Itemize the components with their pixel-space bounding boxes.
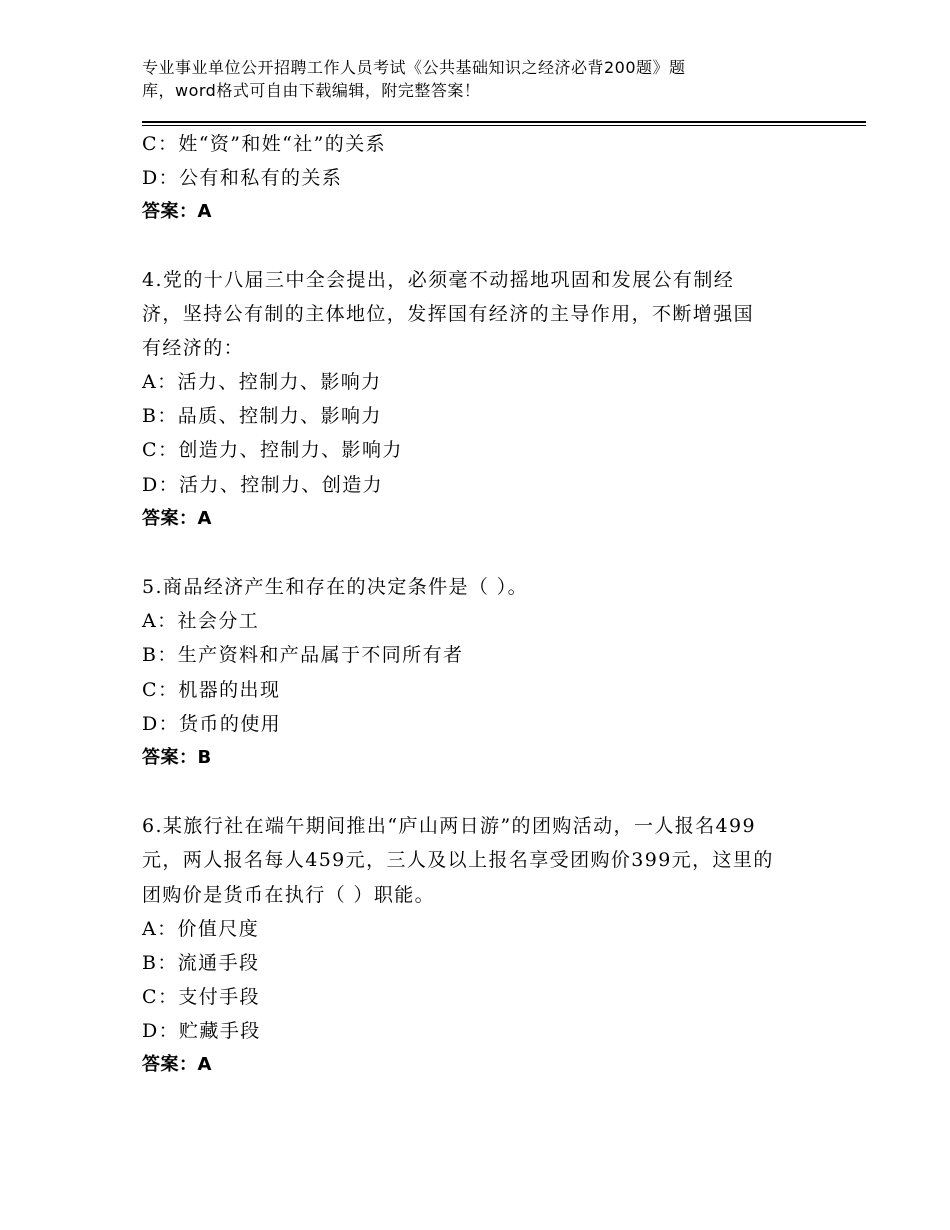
option-line: B：生产资料和产品属于不同所有者 [142,644,464,666]
option-line: C：姓“资”和姓“社”的关系 [142,133,386,155]
header-rule-thin [142,125,866,126]
option-line: D：贮藏手段 [142,1020,261,1042]
option-line: B：流通手段 [142,952,260,974]
question-line: 有经济的： [142,337,245,359]
question-line: 元，两人报名每人459元，三人及以上报名享受团购价399元，这里的 [142,849,774,871]
header-line-1: 专业事业单位公开招聘工作人员考试《公共基础知识之经济必背200题》题 [142,58,686,77]
answer-line: 答案：A [142,201,212,222]
option-line: D：货币的使用 [142,713,282,735]
option-line: B：品质、控制力、影响力 [142,405,382,427]
answer-line: 答案：B [142,747,212,768]
header-rule-thick [142,121,866,123]
question-line: 团购价是货币在执行（ ）职能。 [142,884,436,906]
question-line: 济，坚持公有制的主体地位，发挥国有经济的主导作用，不断增强国 [142,303,755,325]
question-line: 4.党的十八届三中全会提出，必须毫不动摇地巩固和发展公有制经 [142,269,735,291]
document-header [142,56,782,102]
option-line: A：社会分工 [142,610,260,632]
question-line: 5.商品经济产生和存在的决定条件是（ ）。 [142,576,529,598]
answer-line: 答案：A [142,1054,212,1075]
answer-line: 答案：A [142,508,212,529]
option-line: A：活力、控制力、影响力 [142,371,382,393]
question-line: 6.某旅行社在端午期间推出“庐山两日游”的团购活动，一人报名499 [142,815,757,837]
option-line: D：活力、控制力、创造力 [142,474,384,496]
option-line: C：机器的出现 [142,679,281,701]
option-line: C：创造力、控制力、影响力 [142,439,403,461]
option-line: A：价值尺度 [142,918,260,940]
option-line: C：支付手段 [142,986,260,1008]
header-line-2: 库，word格式可自由下载编辑，附完整答案！ [142,81,481,100]
option-line: D：公有和私有的关系 [142,167,343,189]
